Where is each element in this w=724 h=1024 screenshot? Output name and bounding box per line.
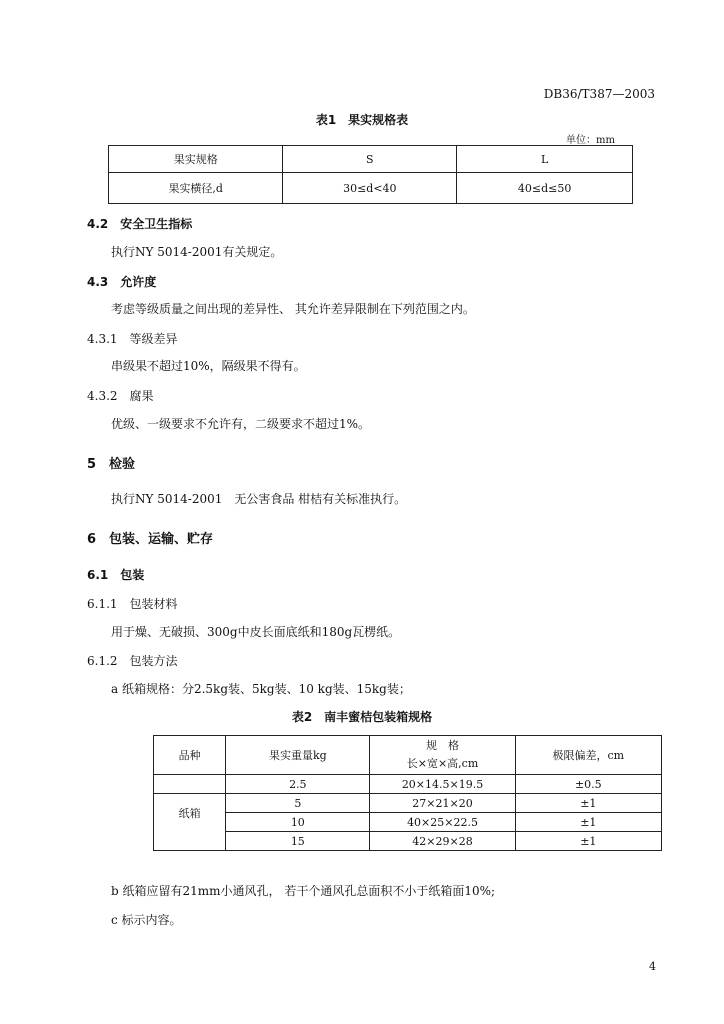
section-text-6-1-1: 用于燥、无破损、300g中皮长面底纸和180g瓦楞纸。 bbox=[111, 625, 401, 639]
table1-caption: 表1 果实规格表 bbox=[315, 113, 409, 127]
note-c: c 标示内容。 bbox=[111, 913, 182, 927]
table-header-cell: 果实规格 bbox=[109, 146, 283, 173]
table1 bbox=[108, 145, 633, 204]
table2 bbox=[153, 735, 662, 851]
table-header-cell: 品种 bbox=[154, 736, 226, 775]
table2-caption: 表2 南丰蜜桔包装箱规格 bbox=[291, 710, 433, 724]
section-text-6-1-2: a 纸箱规格：分2.5kg装、5kg装、10 kg装、15kg装； bbox=[111, 682, 411, 696]
table-row bbox=[154, 813, 662, 832]
section-text-4-3: 考虑等级质量之间出现的差异性、 其允许差异限制在下列范围之内。 bbox=[111, 302, 475, 316]
section-heading-6-1-2: 6.1.2 包装方法 bbox=[87, 654, 178, 668]
table-row bbox=[109, 173, 633, 204]
section-text-4-2: 执行NY 5014-2001有关规定。 bbox=[111, 245, 283, 259]
document-code: DB36/T387—2003 bbox=[543, 87, 655, 101]
table-header-cell: S bbox=[283, 146, 457, 173]
table-cell: 果实横径,d bbox=[109, 173, 283, 204]
table-cell: 15 bbox=[226, 832, 370, 851]
note-b: b 纸箱应留有21mm小通风孔， 若干个通风孔总面积不小于纸箱面10%; bbox=[111, 884, 496, 898]
table-cell: ±1 bbox=[515, 832, 661, 851]
table-cell: 27×21×20 bbox=[370, 794, 515, 813]
table-cell: ±1 bbox=[515, 813, 661, 832]
table1-unit: 单位：mm bbox=[566, 135, 615, 146]
table-header-cell: L bbox=[457, 146, 633, 173]
table-cell: 2.5 bbox=[226, 775, 370, 794]
table-cell: ±1 bbox=[515, 794, 661, 813]
section-heading-4-3: 4.3 允许度 bbox=[87, 275, 157, 289]
table-header-cell-spec bbox=[370, 736, 515, 775]
table-cell-variety bbox=[154, 832, 226, 851]
table-row bbox=[154, 794, 662, 813]
table-cell: ±0.5 bbox=[515, 775, 661, 794]
table-row bbox=[154, 832, 662, 851]
table-cell: 10 bbox=[226, 813, 370, 832]
section-text-5: 执行NY 5014-2001 无公害食品 柑桔有关标准执行。 bbox=[111, 492, 407, 506]
table-cell: 40×25×22.5 bbox=[370, 813, 515, 832]
table-header-row bbox=[154, 736, 662, 775]
table-cell-variety: 纸箱 bbox=[154, 794, 226, 832]
section-heading-4-3-2: 4.3.2 腐果 bbox=[87, 389, 154, 403]
section-heading-6-1: 6.1 包装 bbox=[87, 568, 145, 582]
section-heading-4-3-1: 4.3.1 等级差异 bbox=[87, 332, 178, 346]
table-cell: 5 bbox=[226, 794, 370, 813]
table-cell: 30≤d<40 bbox=[283, 173, 457, 204]
table-header-cell: 果实重量kg bbox=[226, 736, 370, 775]
section-heading-4-2: 4.2 安全卫生指标 bbox=[87, 217, 193, 231]
table-cell-variety bbox=[154, 775, 226, 794]
section-text-4-3-1: 串级果不超过10%，隔级果不得有。 bbox=[111, 359, 306, 373]
section-heading-6: 6 包装、运输、贮存 bbox=[87, 532, 214, 547]
table-row bbox=[154, 775, 662, 794]
spec-header-line2: 长×宽×高,cm bbox=[406, 757, 479, 770]
section-text-4-3-2: 优级、一级要求不允许有，二级要求不超过1%。 bbox=[111, 417, 371, 431]
table-cell: 20×14.5×19.5 bbox=[370, 775, 515, 794]
page-number: 4 bbox=[649, 960, 656, 973]
table-cell: 42×29×28 bbox=[370, 832, 515, 851]
table-header-row bbox=[109, 146, 633, 173]
spec-header-line1: 规 格 bbox=[426, 739, 460, 752]
section-heading-5: 5 检验 bbox=[87, 457, 136, 472]
section-heading-6-1-1: 6.1.1 包装材料 bbox=[87, 597, 178, 611]
table-cell: 40≤d≤50 bbox=[457, 173, 633, 204]
table-header-cell: 极限偏差，cm bbox=[515, 736, 661, 775]
